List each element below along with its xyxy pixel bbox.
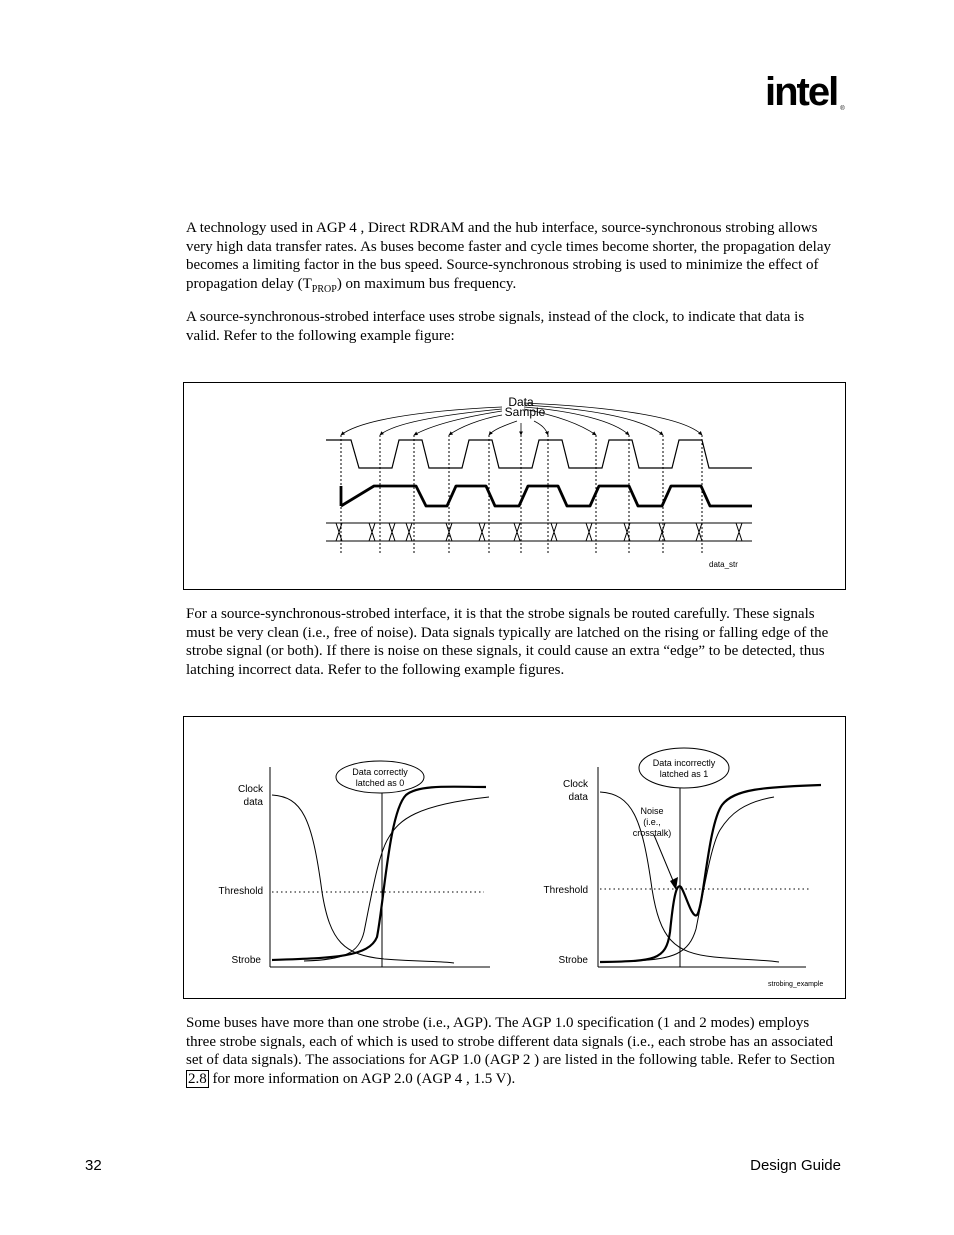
noise-label-line2: (i.e., — [643, 817, 661, 827]
clock-signal-trace — [326, 440, 752, 468]
right-clock-label: Clock — [562, 779, 588, 790]
p1-text-end: ) on maximum bus frequency. — [336, 275, 517, 292]
page-number: 32 — [85, 1157, 102, 1174]
right-strobe-label: Strobe — [558, 955, 588, 966]
left-strobe-label: Strobe — [231, 955, 261, 966]
registered-mark: ® — [840, 106, 845, 112]
right-callout-line1: Data incorrectly — [652, 758, 716, 768]
strobing-diagram — [184, 717, 845, 998]
timing-diagram — [184, 383, 845, 589]
left-threshold-label: Threshold — [218, 886, 263, 897]
p4-text-end: for more information on AGP 2.0 (AGP 4 , 1.5 V). — [208, 1070, 516, 1087]
left-clock-label: Clock — [237, 784, 263, 795]
footer-doc-title: Design Guide — [750, 1157, 841, 1174]
noise-pointer-line — [654, 835, 674, 883]
right-data-label: data — [568, 792, 588, 803]
p4-text-start: Some buses have more than one strobe (i.e., AGP). The AGP 1.0 specification (1 and 2 modes) employs three strobe signals, each of which is used to strobe different data signals (i.e., each strobe has an associated set of data signals). The associations for AGP 1.0 (AGP 2 ) are listed in the following table. Refer to Section — [186, 1015, 835, 1068]
data-bus-transitions — [336, 523, 742, 541]
paragraph-strobe-interface: A source-synchronous-strobed interface uses strobe signals, instead of the clock, to indicate that data is valid. Refer to the following example figure: — [186, 309, 805, 344]
right-threshold-label: Threshold — [543, 885, 588, 896]
strobe-signal-trace — [341, 486, 752, 506]
left-data-curve — [304, 797, 489, 961]
noise-label-line1: Noise — [640, 806, 664, 816]
paragraph-multiple-strobes — [186, 1014, 836, 1088]
figure-tag-strobing-example: strobing_example — [768, 981, 824, 988]
intel-logo — [765, 72, 845, 112]
paragraph-source-sync-intro — [186, 219, 836, 299]
right-callout-line2: latched as 1 — [659, 769, 709, 779]
figure-data-strobe-timing — [183, 382, 846, 590]
right-callout-bubble — [639, 748, 729, 788]
left-callout-bubble — [336, 761, 424, 793]
sample-guide-lines — [341, 435, 702, 553]
left-callout-line1: Data correctly — [352, 767, 408, 777]
paragraph-strobe-routing: For a source-synchronous-strobed interface, it is that the strobe signals be routed carefully. These signals must be very clean (i.e., free of noise). Data signals typically are latched on the rising or falling edge of the strobe signal (or both). If there is noise on these signals, it could cause an extra “edge” to be detected, thus latching incorrect data. Refer to the following example figures. — [186, 606, 829, 678]
figure-tag-data-str: data_str — [709, 560, 738, 569]
logo-text: intel — [765, 70, 838, 114]
data-label: Data — [508, 395, 534, 409]
left-clock-data-curve — [272, 795, 454, 963]
tprop-subscript: PROP — [311, 283, 337, 295]
noise-label-line3: crosstalk) — [632, 828, 672, 838]
section-2-8-link[interactable]: 2.8 — [188, 1070, 207, 1087]
p1-text-start: A technology used in AGP 4 , Direct RDRAM and the hub interface, source-synchronous strobing allows very high data transfer rates. As buses become faster and cycle times become shorter, the propagation delay becomes a limiting factor in the bus speed. Source-synchronous strobing is used to minimize the effect of propagation delay (T — [186, 220, 831, 292]
left-callout-line2: latched as 0 — [355, 778, 405, 788]
figure-strobing-example — [183, 716, 846, 999]
sample-label: Sample — [504, 405, 546, 419]
right-clock-data-curve — [600, 792, 779, 962]
right-panel — [544, 748, 821, 967]
left-data-label: data — [243, 797, 263, 808]
left-strobe-curve — [272, 787, 486, 960]
left-panel — [219, 761, 490, 967]
